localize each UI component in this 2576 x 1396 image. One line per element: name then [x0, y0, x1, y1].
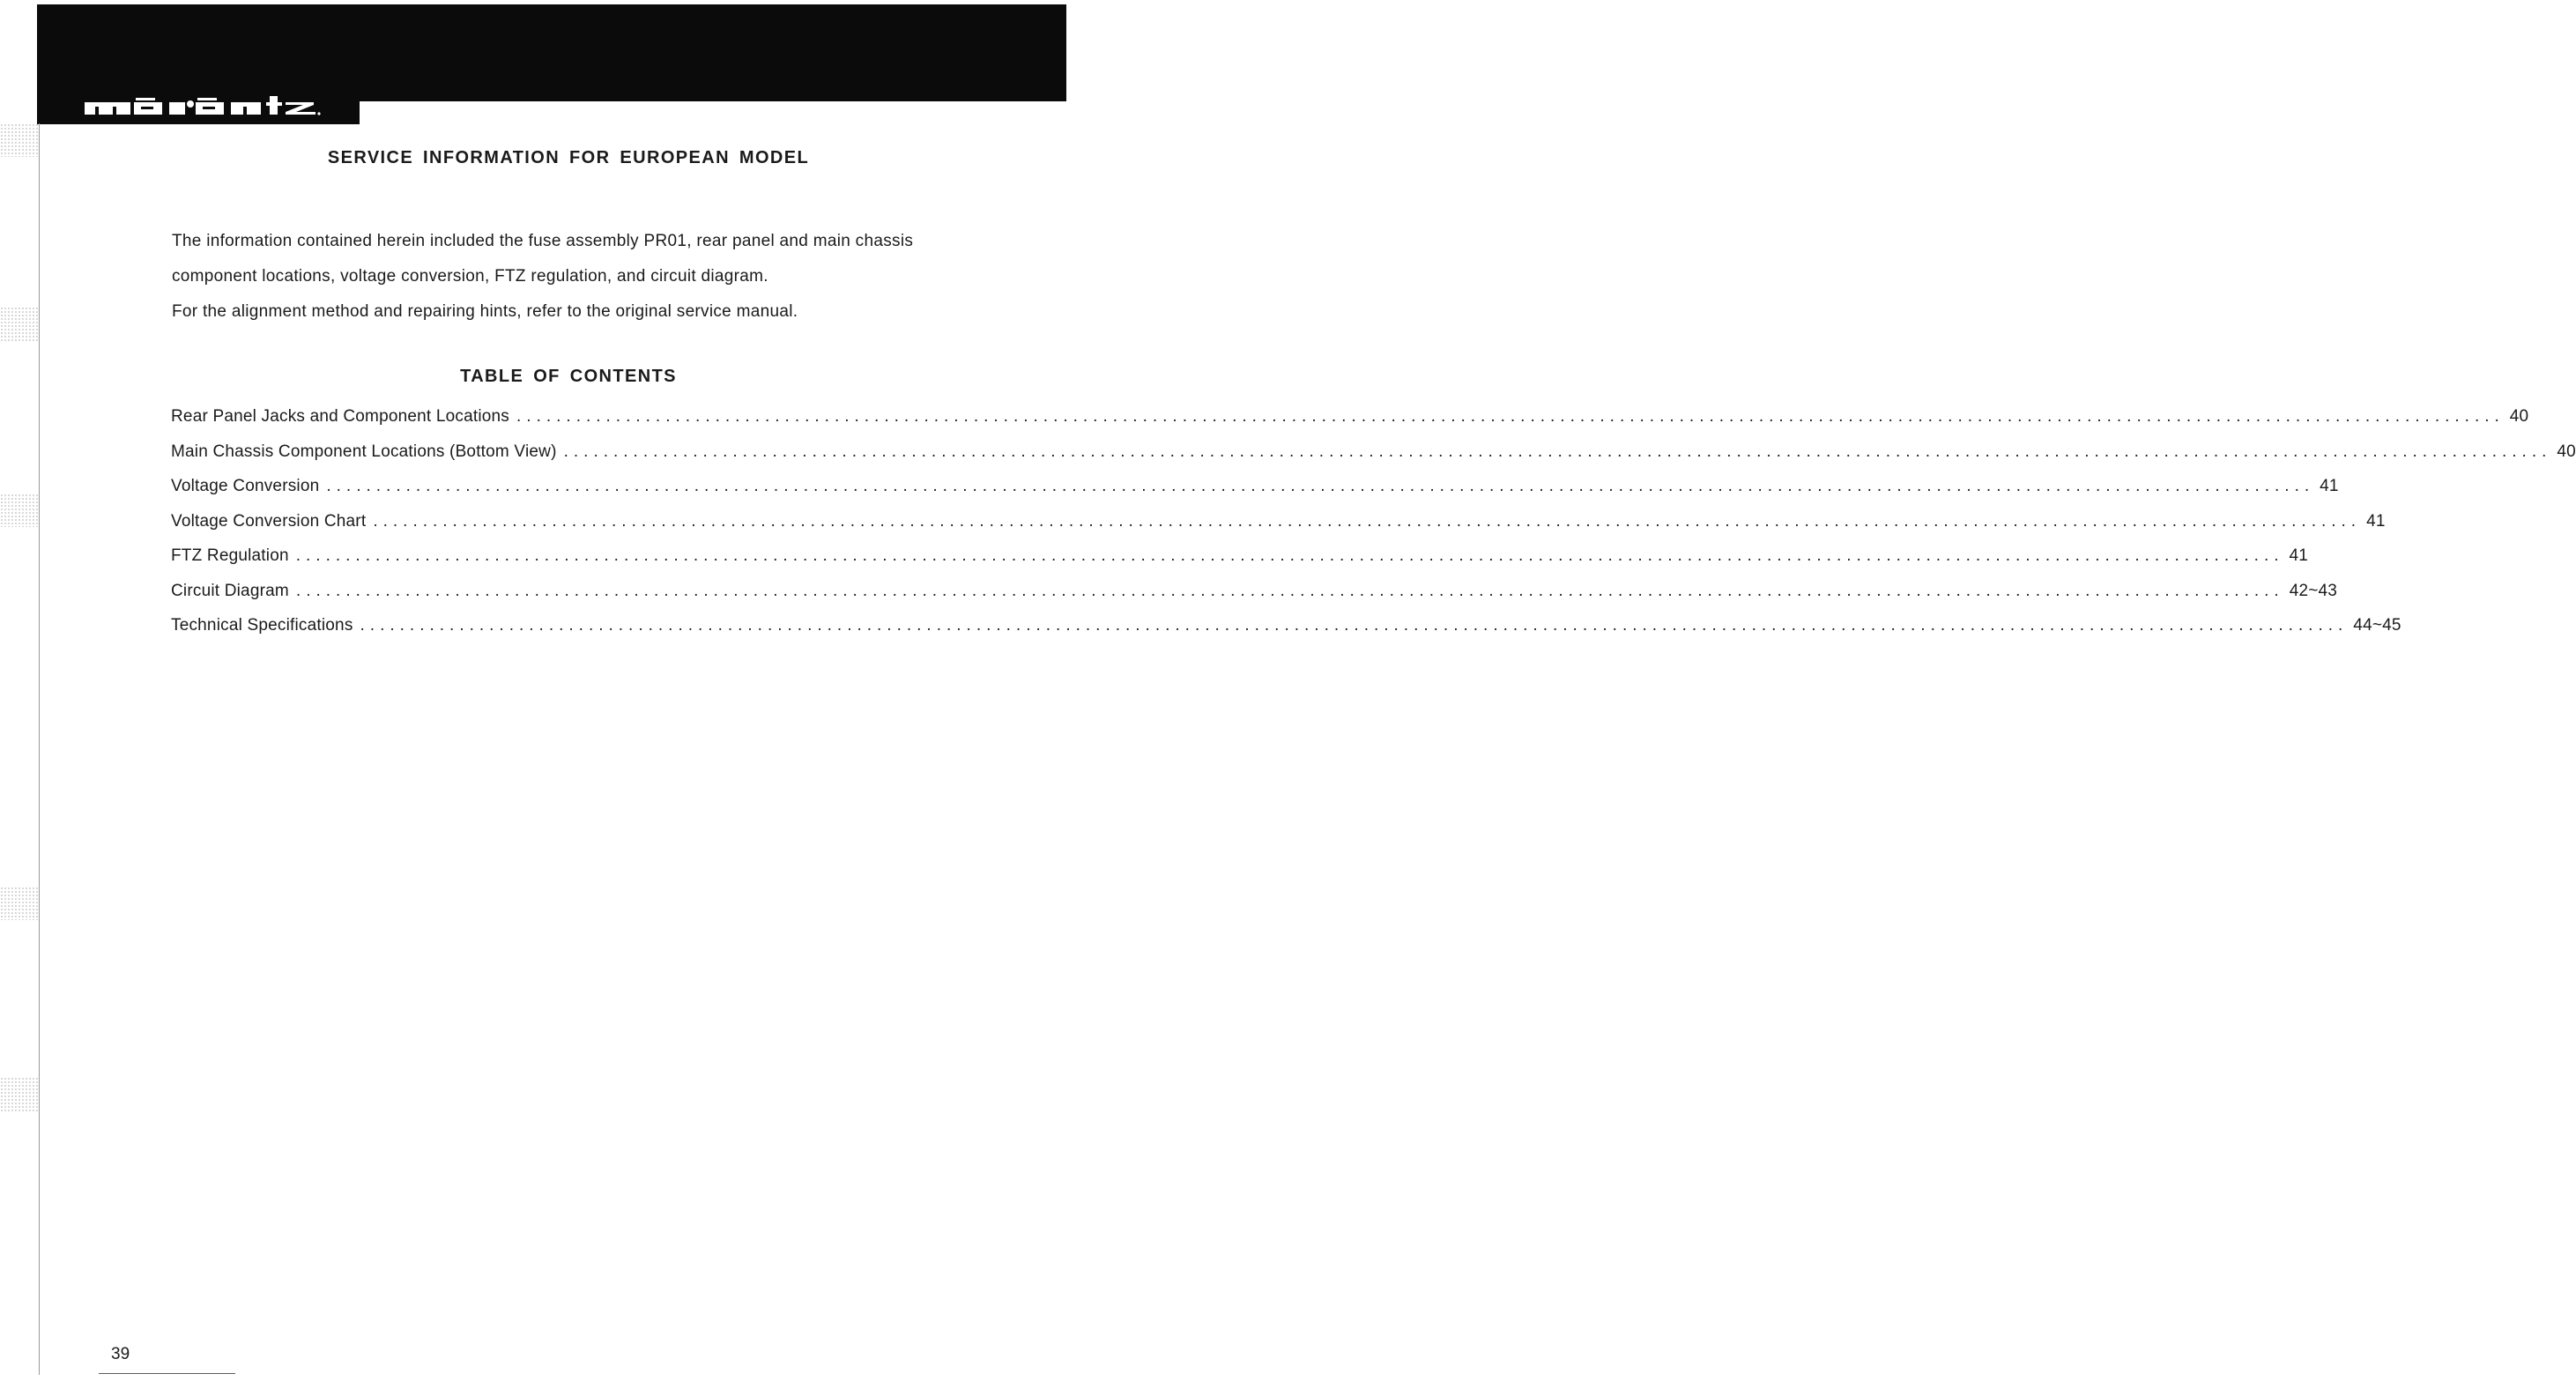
dot-leader: ........................................................................................................................................................................................................ [373, 511, 2362, 531]
binding-edge [39, 123, 40, 1375]
dot-leader: ........................................................................................................................................................................................................ [563, 442, 2552, 461]
toc-entry-title: FTZ Regulation [171, 546, 289, 565]
toc-entry-title: Technical Specifications [171, 616, 353, 635]
toc-entry-page: 42~43 [2289, 581, 2338, 600]
toc-entry-title: Circuit Diagram [171, 581, 289, 600]
document-title: SERVICE INFORMATION FOR EUROPEAN MODEL [327, 148, 810, 167]
header-banner [37, 4, 1066, 101]
scan-speckle [0, 494, 39, 527]
intro-line: The information contained herein included the fuse assembly PR01, rear panel and main chassis [172, 232, 914, 250]
toc-entry-title: Voltage Conversion [171, 477, 320, 495]
dot-leader: ........................................................................................................................................................................................................ [295, 546, 2284, 565]
scan-speckle [0, 307, 39, 342]
intro-paragraph [172, 224, 983, 330]
scan-speckle [0, 1077, 39, 1112]
toc-entry-page: 44~45 [2353, 616, 2402, 635]
intro-line: For the alignment method and repairing hints, refer to the original service manual. [172, 302, 798, 321]
toc-entry-page: 41 [2289, 546, 2309, 565]
toc-entry-title: Main Chassis Component Locations (Bottom View) [171, 442, 557, 461]
toc-entry-title: Rear Panel Jacks and Component Locations [171, 407, 510, 426]
dot-leader: ........................................................................................................................................................................................................ [326, 477, 2315, 495]
toc-heading: TABLE OF CONTENTS [460, 367, 677, 386]
toc-entry-page: 41 [2366, 511, 2386, 531]
toc-entry-title: Voltage Conversion Chart [171, 511, 367, 531]
dot-leader: ........................................................................................................................................................................................................ [295, 581, 2284, 600]
toc-entry[interactable] [171, 511, 2386, 547]
dot-leader: ........................................................................................................................................................................................................ [360, 616, 2349, 635]
marantz-logo [85, 92, 340, 123]
page-number: 39 [111, 1345, 130, 1363]
toc-entry-page: 40 [2557, 442, 2576, 461]
toc-entry-page: 40 [2509, 407, 2529, 426]
toc-entry[interactable] [171, 616, 2402, 651]
toc-entry[interactable] [171, 581, 2338, 617]
toc-entry[interactable] [171, 477, 2339, 512]
intro-line: component locations, voltage conversion, FTZ regulation, and circuit diagram. [172, 267, 768, 286]
footer-rule [99, 1373, 235, 1374]
scan-speckle [0, 887, 39, 920]
dot-leader: ........................................................................................................................................................................................................ [516, 407, 2505, 426]
toc-entry-page: 41 [2320, 477, 2339, 495]
toc-entry[interactable] [171, 442, 2576, 478]
toc-entry[interactable] [171, 546, 2309, 582]
table-of-contents [171, 407, 2576, 651]
toc-entry[interactable] [171, 407, 2529, 442]
